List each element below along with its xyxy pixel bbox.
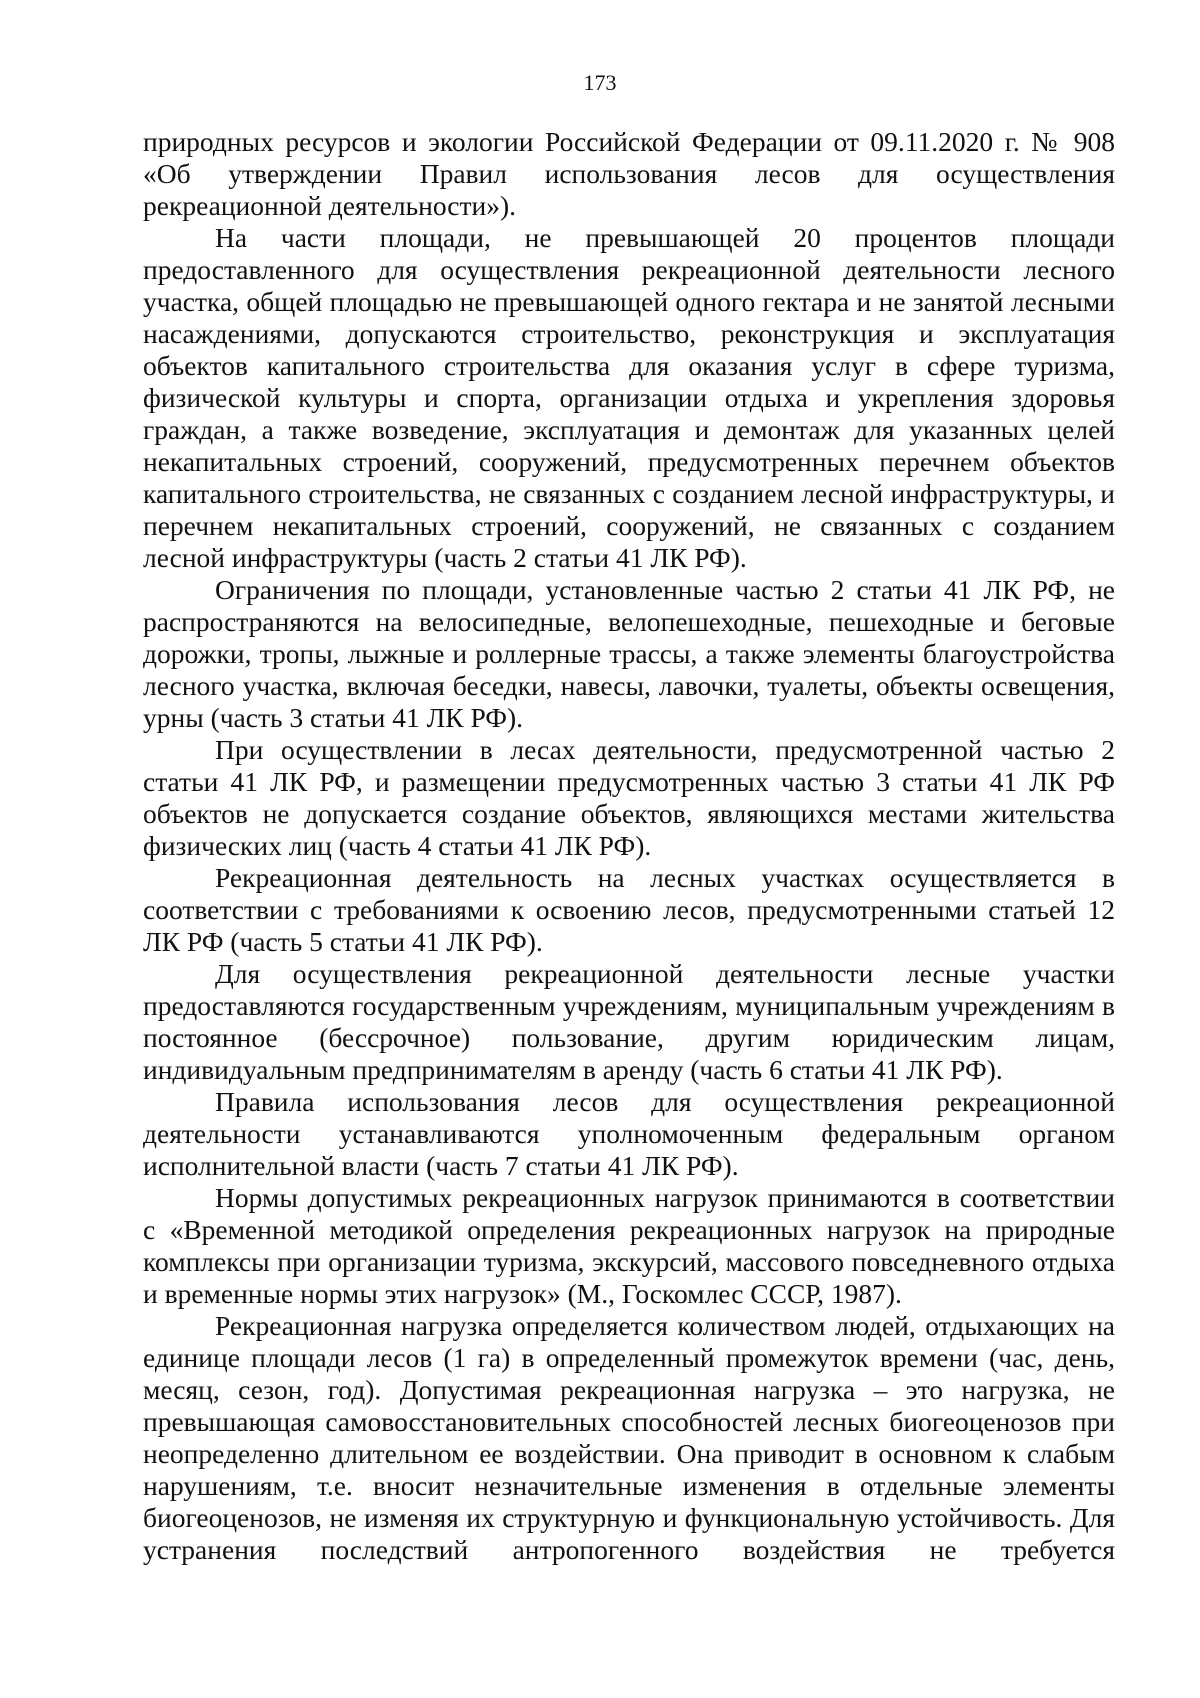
page-number: 173 xyxy=(583,70,617,95)
paragraph-land-provision: Для осуществления рекреационной деятельности лесные участки предоставляются государственным учреждениям, муниципальным учреждениям в постоянное (бессрочное) пользование, другим юридическим лицам, индивидуальным предпринимателям в аренду (часть 6 статьи 41 ЛК РФ). xyxy=(143,958,1115,1085)
paragraph-development-requirements: Рекреационная деятельность на лесных участках осуществляется в соответствии с требованиями к освоению лесов, предусмотренными статьей 12 ЛК РФ (часть 5 статьи 41 ЛК РФ). xyxy=(143,862,1115,957)
paragraph-rules-authority: Правила использования лесов для осуществления рекреационной деятельности устанавливаются уполномоченным федеральным органом исполнительной власти (часть 7 статьи 41 ЛК РФ). xyxy=(143,1086,1115,1181)
body-text xyxy=(143,126,1115,1566)
paragraph-load-norms: Нормы допустимых рекреационных нагрузок принимаются в соответствии с «Временной методикой определения рекреационных нагрузок на природные комплексы при организации туризма, экскурсий, массового повседневного отдыха и временные нормы этих нагрузок» (М., Госкомлес СССР, 1987). xyxy=(143,1182,1115,1309)
paragraph-load-definition: Рекреационная нагрузка определяется количеством людей, отдыхающих на единице площади лесов (1 га) в определенный промежуток времени (час, день, месяц, сезон, год). Допустимая рекреационная нагрузка – это нагрузка, не превышающая самовосстановительных способностей лесных биогеоценозов при неопределенно длительном ее воздействии. Она приводит в основном к слабым нарушениям, т.е. вносит незначительные изменения в отдельные элементы биогеоценозов, не изменяя их структурную и функциональную устойчивость. Для устранения последствий антропогенного воздействия не требуется xyxy=(143,1310,1115,1565)
paragraph-area-limits: На части площади, не превышающей 20 процентов площади предоставленного для осуществления рекреационной деятельности лесного участка, общей площадью не превышающей одного гектара и не занятой лесными насаждениями, допускаются строительство, реконструкция и эксплуатация объектов капитального строительства для оказания услуг в сфере туризма, физической культуры и спорта, организации отдыха и укрепления здоровья граждан, а также возведение, эксплуатация и демонтаж для указанных целей некапитальных строений, сооружений, предусмотренных перечнем объектов капитального строительства, не связанных с созданием лесной инфраструктуры, и перечнем некапитальных строений, сооружений, не связанных с созданием лесной инфраструктуры (часть 2 статьи 41 ЛК РФ). xyxy=(143,222,1115,573)
paragraph-residence-prohibition: При осуществлении в лесах деятельности, предусмотренной частью 2 статьи 41 ЛК РФ, и размещении предусмотренных частью 3 статьи 41 ЛК РФ объектов не допускается создание объектов, являющихся местами жительства физических лиц (часть 4 статьи 41 ЛК РФ). xyxy=(143,734,1115,861)
paragraph-area-exceptions: Ограничения по площади, установленные частью 2 статьи 41 ЛК РФ, не распространяются на велосипедные, велопешеходные, пешеходные и беговые дорожки, тропы, лыжные и роллерные трассы, а также элементы благоустройства лесного участка, включая беседки, навесы, лавочки, туалеты, объекты освещения, урны (часть 3 статьи 41 ЛК РФ). xyxy=(143,574,1115,733)
paragraph-continuation: природных ресурсов и экологии Российской Федерации от 09.11.2020 г. № 908 «Об утверждении Правил использования лесов для осуществления рекреационной деятельности»). xyxy=(143,126,1115,221)
